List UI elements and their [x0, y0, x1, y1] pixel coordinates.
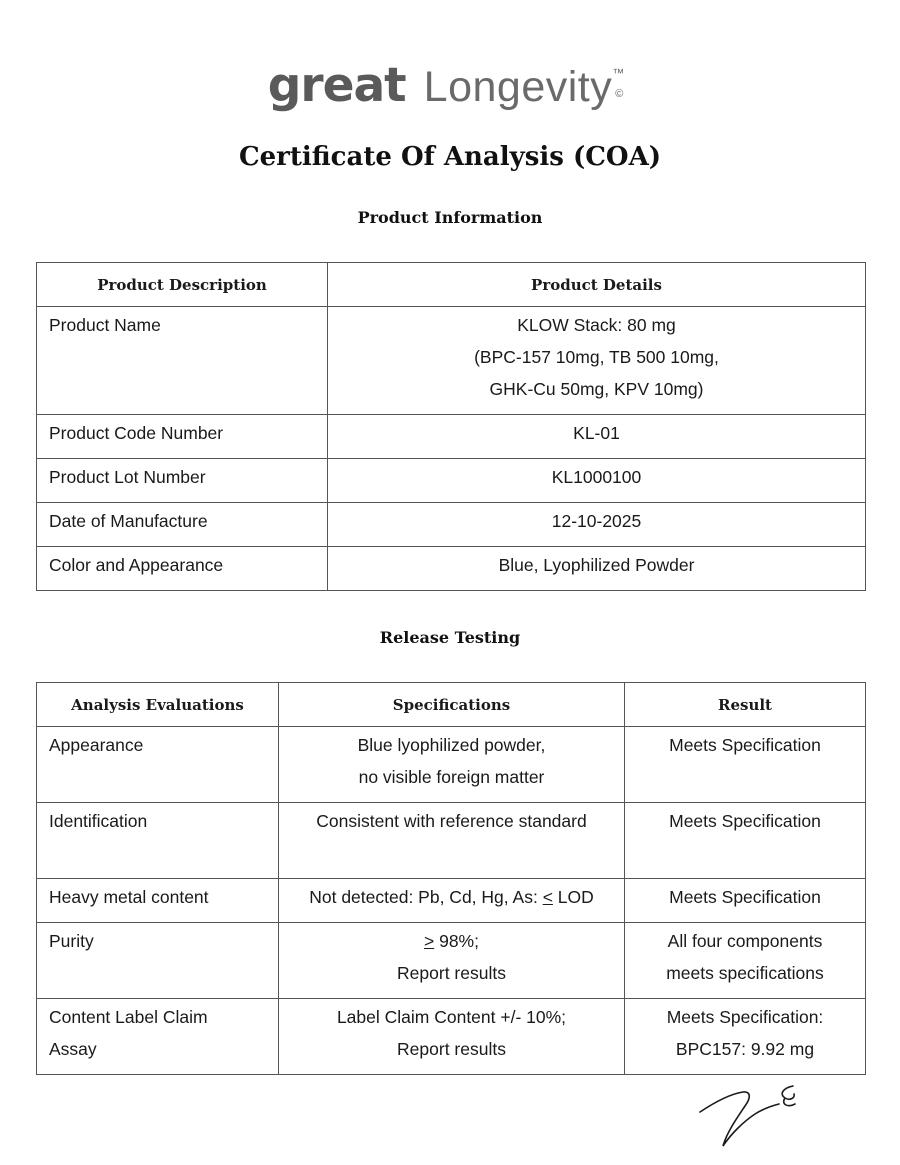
manufacture-date-label: Date of Manufacture [37, 503, 328, 547]
identification-spec: Consistent with reference standard [279, 803, 625, 879]
table-row [37, 503, 866, 547]
trademark-symbol: ™ [612, 66, 625, 80]
header-result: Result [625, 683, 866, 727]
table-row [37, 803, 866, 879]
product-info-section-title: Product Information [357, 208, 543, 227]
document-title: Certificate Of Analysis (COA) [238, 142, 662, 172]
header-analysis-evaluations: Analysis Evaluations [37, 683, 279, 727]
product-name-line-1: KLOW Stack: 80 mg [517, 315, 676, 335]
purity-result [625, 923, 866, 999]
less-than-or-equal-symbol: < [542, 887, 553, 907]
purity-label: Purity [37, 923, 279, 999]
product-code-value: KL-01 [328, 415, 866, 459]
product-info-header-row [37, 263, 866, 307]
copyright-symbol: © [615, 88, 624, 100]
color-appearance-label: Color and Appearance [37, 547, 328, 591]
manufacture-date-value: 12-10-2025 [328, 503, 866, 547]
product-name-label: Product Name [37, 307, 328, 415]
content-spec-line-1: Label Claim Content +/- 10%; [336, 1007, 567, 1027]
logo-great-text: great [267, 58, 406, 113]
identification-label: Identification [37, 803, 279, 879]
table-row [37, 307, 866, 415]
table-row [37, 547, 866, 591]
heavy-metal-spec-prefix: Not detected: Pb, Cd, Hg, As: [309, 887, 543, 907]
content-label-claim-label [37, 999, 279, 1075]
product-code-label: Product Code Number [37, 415, 328, 459]
content-label-claim-line-1: Content Label Claim [49, 1007, 208, 1027]
heavy-metal-spec-suffix: LOD [552, 887, 594, 907]
release-testing-table [36, 682, 866, 1075]
purity-spec-line-2: Report results [397, 963, 506, 983]
product-name-value [328, 307, 866, 415]
product-name-line-3: GHK-Cu 50mg, KPV 10mg) [489, 379, 704, 399]
product-info-table [36, 262, 866, 591]
table-row [37, 459, 866, 503]
table-row [37, 999, 866, 1075]
header-product-details: Product Details [328, 263, 866, 307]
content-label-claim-spec [279, 999, 625, 1075]
header-specifications: Specifications [279, 683, 625, 727]
appearance-spec-line-2: no visible foreign matter [358, 767, 545, 787]
brand-logo [0, 58, 900, 113]
heavy-metal-label: Heavy metal content [37, 879, 279, 923]
product-lot-value: KL1000100 [328, 459, 866, 503]
release-testing-header-row [37, 683, 866, 727]
table-row [37, 415, 866, 459]
content-label-claim-result [625, 999, 866, 1075]
product-name-line-2: (BPC-157 10mg, TB 500 10mg, [474, 347, 719, 367]
logo-longevity-text: Longevity [423, 63, 613, 111]
content-result-line-1: Meets Specification: [666, 1007, 824, 1027]
appearance-spec [279, 727, 625, 803]
purity-result-line-1: All four components [667, 931, 823, 951]
purity-result-line-2: meets specifications [666, 963, 824, 983]
appearance-label: Appearance [37, 727, 279, 803]
table-row [37, 727, 866, 803]
identification-result: Meets Specification [625, 803, 866, 879]
appearance-spec-line-1: Blue lyophilized powder, [357, 735, 546, 755]
table-row [37, 879, 866, 923]
appearance-result: Meets Specification [625, 727, 866, 803]
purity-spec-line-1 [287, 925, 616, 957]
header-product-description: Product Description [37, 263, 328, 307]
purity-spec-value: 98%; [434, 931, 479, 951]
product-lot-label: Product Lot Number [37, 459, 328, 503]
heavy-metal-spec [279, 879, 625, 923]
content-label-claim-line-2: Assay [49, 1039, 97, 1059]
release-testing-section-title: Release Testing [379, 628, 521, 647]
color-appearance-value: Blue, Lyophilized Powder [328, 547, 866, 591]
logo-marks [612, 58, 632, 98]
content-spec-line-2: Report results [397, 1039, 506, 1059]
signature-mark [695, 1082, 805, 1152]
content-result-line-2: BPC157: 9.92 mg [675, 1039, 815, 1059]
table-row [37, 923, 866, 999]
purity-spec [279, 923, 625, 999]
greater-than-or-equal-symbol: > [424, 931, 435, 951]
heavy-metal-result: Meets Specification [625, 879, 866, 923]
